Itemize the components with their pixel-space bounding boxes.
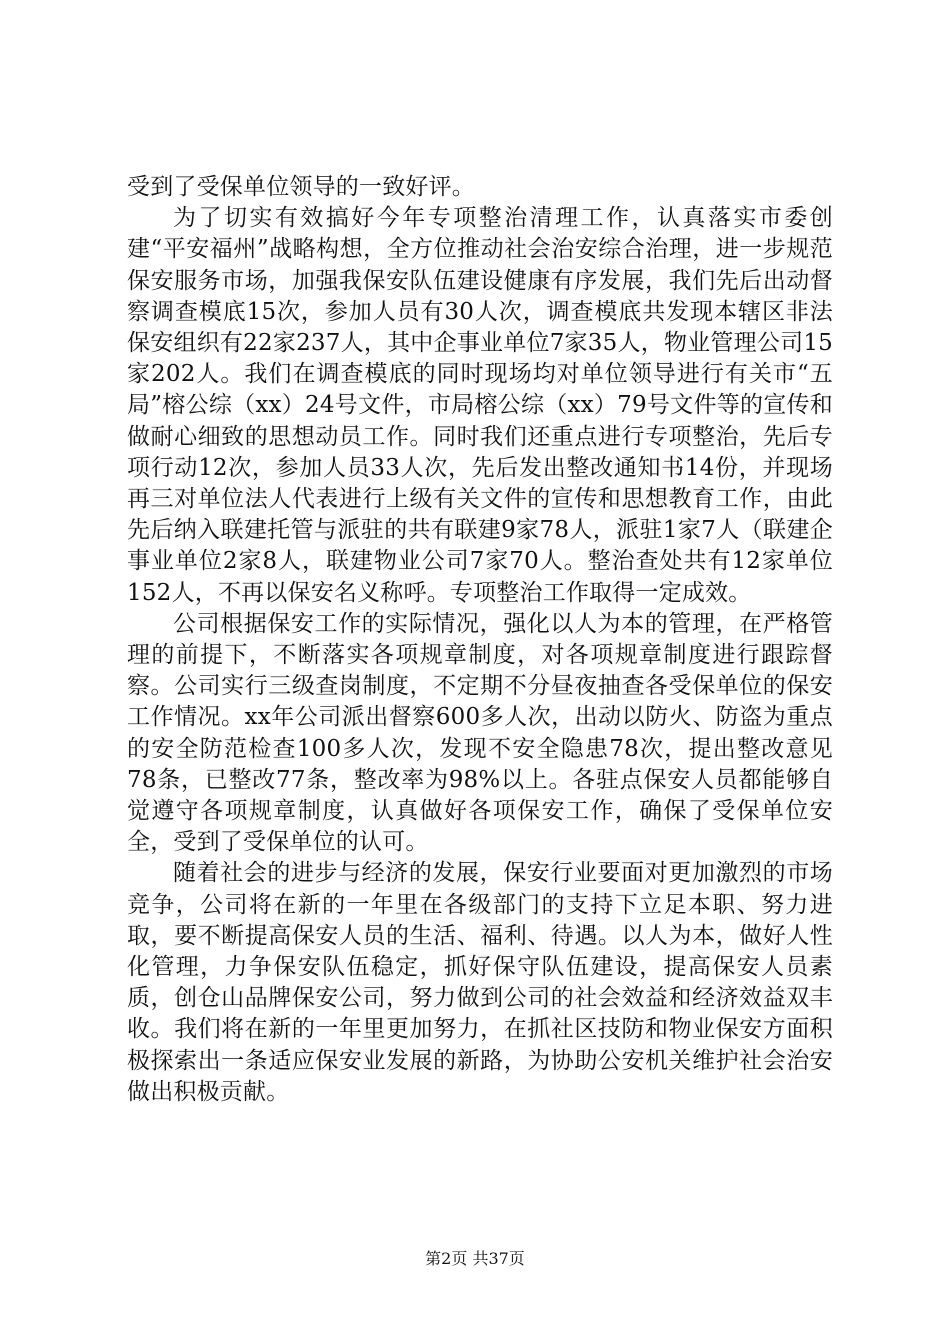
document-body: [127, 172, 833, 1108]
paragraph-management-system: 公司根据保安工作的实际情况，强化以人为本的管理，在严格管理的前提下，不断落实各项规章制度，对各项规章制度进行跟踪督察。公司实行三级查岗制度，不定期不分昼夜抽查各受保单位的保安工作情况。xx年公司派出督察600多人次，出动以防火、防盗为重点的安全防范检查100多人次，发现不安全隐患78次，提出整改意见78条，已整改77条，整改率为98%以上。各驻点保安人员都能够自觉遵守各项规章制度，认真做好各项保安工作，确保了受保单位安全，受到了受保单位的认可。: [127, 610, 833, 856]
page-footer: 第2页 共37页: [425, 1249, 525, 1268]
paragraph-continuation: 受到了受保单位领导的一致好评。: [127, 174, 475, 200]
paragraph-outlook: 随着社会的进步与经济的发展，保安行业要面对更加激烈的市场竞争，公司将在新的一年里在各级部门的支持下立足本职、努力进取，要不断提高保安人员的生活、福利、待遇。以人为本，做好人性化管理，力争保安队伍稳定，抓好保守队伍建设，提高保安人员素质，创仓山品牌保安公司，努力做到公司的社会效益和经济效益双丰收。我们将在新的一年里更加努力，在抓社区技防和物业保安方面积极探索出一条适应保安业发展的新路，为协助公安机关维护社会治安做出积极贡献。: [127, 860, 833, 1105]
paragraph-special-rectification: 为了切实有效搞好今年专项整治清理工作，认真落实市委创建“平安福州”战略构想，全方位推动社会治安综合治理，进一步规范保安服务市场，加强我保安队伍建设健康有序发展，我们先后出动督察调查模底15次，参加人员有30人次，调查模底共发现本辖区非法保安组织有22家237人，其中企事业单位7家35人，物业管理公司15家202人。我们在调查模底的同时现场均对单位领导进行有关市“五局”榕公综（xx）24号文件，市局榕公综（xx）79号文件等的宣传和做耐心细致的思想动员工作。同时我们还重点进行专项整治，先后专项行动12次，参加人员33人次，先后发出整改通知书14份，并现场再三对单位法人代表进行上级有关文件的宣传和思想教育工作，由此先后纳入联建托管与派驻的共有联建9家78人，派驻1家7人（联建企事业单位2家8人，联建物业公司7家70人。整治查处共有12家单位152人，不再以保安名义称呼。专项整治工作取得一定成效。: [127, 205, 833, 606]
